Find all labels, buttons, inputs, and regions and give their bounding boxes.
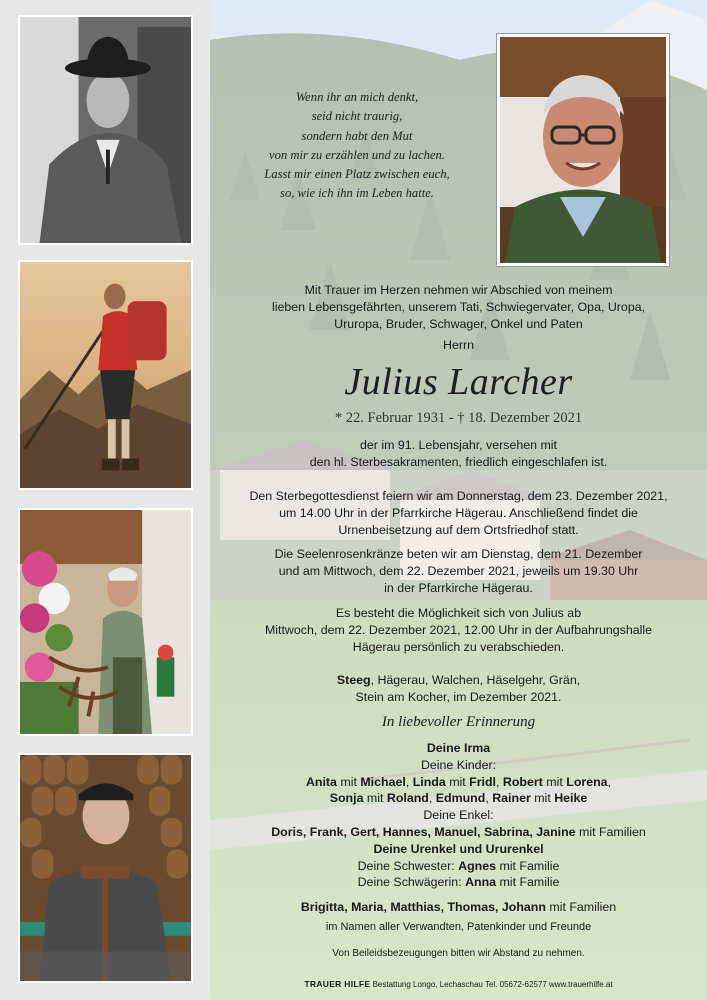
name-bold: Edmund (435, 791, 486, 806)
portrait-photo (497, 34, 669, 266)
funeral-line: um 14.00 Uhr in der Pfarrkirche Hägerau. Anschließend findet die (279, 506, 638, 520)
name-bold: Sonja (329, 791, 364, 806)
funeral-info (215, 488, 702, 539)
rosary-line: Die Seelenrosenkränze beten wir am Dienstag, dem 21. Dezember (274, 547, 643, 561)
photo-sidebar (0, 0, 210, 1000)
children-line-1 (215, 774, 702, 791)
photo-young-man-hat (18, 15, 193, 245)
rosary-line: und am Mittwoch, dem 22. Dezember 2021, jeweils um 19.30 Uhr (278, 564, 639, 578)
viewing-info (215, 605, 702, 656)
sacraments-line: der im 91. Lebensjahr, versehen mit (360, 438, 557, 452)
connector-text: mit Familie (496, 858, 560, 873)
sister-in-law-line (215, 874, 702, 891)
connector-text: , (405, 774, 413, 789)
intro-line: lieben Lebensgefährten, unserem Tati, Schwiegervater, Opa, Uropa, (271, 300, 646, 314)
name-bold: Fridl (469, 774, 497, 789)
rosary-line: in der Pfarrkirche Hägerau. (384, 581, 533, 595)
connector-text: , (496, 774, 503, 789)
life-dates: * 22. Februar 1931 - † 18. Dezember 2021 (334, 410, 583, 426)
intro-line: Mit Trauer im Herzen nehmen wir Abschied von meinem (304, 283, 613, 297)
connector-text: Deine Schwester: (357, 858, 459, 873)
poem-line: so, wie ich ihn im Leben hatte. (280, 186, 434, 201)
connector-text: Deine Schwägerin: (357, 875, 466, 890)
viewing-line: Es besteht die Möglichkeit sich von Julius ab (335, 606, 582, 620)
great-grandchildren-line: Deine Urenkel und Ururenkel (373, 841, 544, 856)
poem-line: von mir zu erzählen und zu lachen. (269, 147, 445, 162)
children-label: Deine Kinder: (420, 757, 497, 772)
others-line (215, 899, 702, 916)
partner-line: Deine Irma (426, 741, 491, 755)
poem-line: sondern habt den Mut (301, 128, 413, 143)
viewing-line: Hägerau persönlich zu verabschieden. (352, 640, 565, 654)
photo-mountain-hiker (18, 260, 193, 490)
intro-text (215, 282, 702, 354)
poem-line: Wenn ihr an mich denkt, (295, 90, 419, 104)
grandchildren-line (215, 824, 702, 841)
connector-text: mit (445, 774, 470, 789)
places-line-2: Stein am Kocher, im Dezember 2021. (355, 690, 562, 704)
name-bold: Doris, Frank, Gert, Hannes, Manuel, Sabrina, Janine (271, 824, 576, 839)
photo-man-with-antlers (18, 508, 193, 736)
name-bold: Robert (502, 774, 543, 789)
places-rest: , Hägerau, Walchen, Häselgehr, Grän, (370, 673, 581, 687)
intro-line: Herrn (443, 338, 474, 352)
relatives-line: im Namen aller Verwandten, Patenkinder und Freunde (325, 921, 592, 933)
family-list (215, 740, 702, 916)
funeral-home-footer (215, 978, 702, 991)
name-bold: Heike (554, 791, 588, 806)
connector-text: mit Familie (496, 875, 560, 890)
places-first: Steeg (336, 673, 371, 687)
name-bold: Rainer (492, 791, 531, 806)
viewing-line: Mittwoch, dem 22. Dezember 2021, 12.00 Uhr in der Aufbahrungshalle (264, 623, 653, 637)
name-bold: Michael (360, 774, 406, 789)
places-line (215, 672, 702, 689)
name-bold: Anita (305, 774, 337, 789)
funeral-line: Urnenbeisetzung auf dem Ortsfriedhof statt. (338, 523, 579, 537)
name-bold: Lorena (566, 774, 608, 789)
intro-line: Ururopa, Bruder, Schwager, Onkel und Paten (334, 317, 583, 331)
name-bold: Linda (412, 774, 446, 789)
children-line-2 (215, 790, 702, 807)
connector-text: mit (542, 774, 567, 789)
name-bold: Brigitta, Maria, Matthias, Thomas, Johann (300, 900, 546, 915)
footer-text: Bestattung Longo, Lechaschau Tel. 05672-62577 www.trauerhilfe.at (370, 980, 613, 989)
connector-text: , (485, 791, 493, 806)
name-bold: Agnes (458, 858, 497, 873)
condolence-note: Von Beileidsbezeugungen bitten wir Abstand zu nehmen. (332, 948, 585, 959)
rosary-info (215, 546, 702, 597)
sacraments-line: den hl. Sterbesakramenten, friedlich eingeschlafen ist. (309, 455, 608, 469)
name-bold: Roland (386, 791, 429, 806)
connector-text: mit Familien (575, 824, 646, 839)
connector-text: mit (530, 791, 555, 806)
memory-heading: In liebevoller Erinnerung (381, 714, 536, 730)
sacraments-text (215, 437, 702, 471)
connector-text: , (428, 791, 436, 806)
sister-line (215, 858, 702, 875)
name-bold: Anna (465, 875, 497, 890)
connector-text: mit (363, 791, 387, 806)
connector-text: mit Familien (545, 900, 617, 915)
connector-text: , (607, 774, 612, 789)
spacer (215, 891, 702, 899)
footer-brand: TRAUER HILFE (304, 979, 371, 989)
poem-line: Lasst mir einen Platz zwischen euch, (264, 167, 450, 182)
poem-line: seid nicht traurig, (311, 109, 403, 124)
grandchildren-label: Deine Enkel: (423, 808, 494, 823)
deceased-name: Julius Larcher (344, 361, 573, 403)
photo-elderly-man-cane (18, 753, 193, 983)
funeral-line: Den Sterbegottesdienst feiern wir am Donnerstag, dem 23. Dezember 2021, (249, 489, 668, 503)
connector-text: mit (336, 774, 361, 789)
poem (232, 88, 482, 204)
places-and-date (215, 672, 702, 706)
